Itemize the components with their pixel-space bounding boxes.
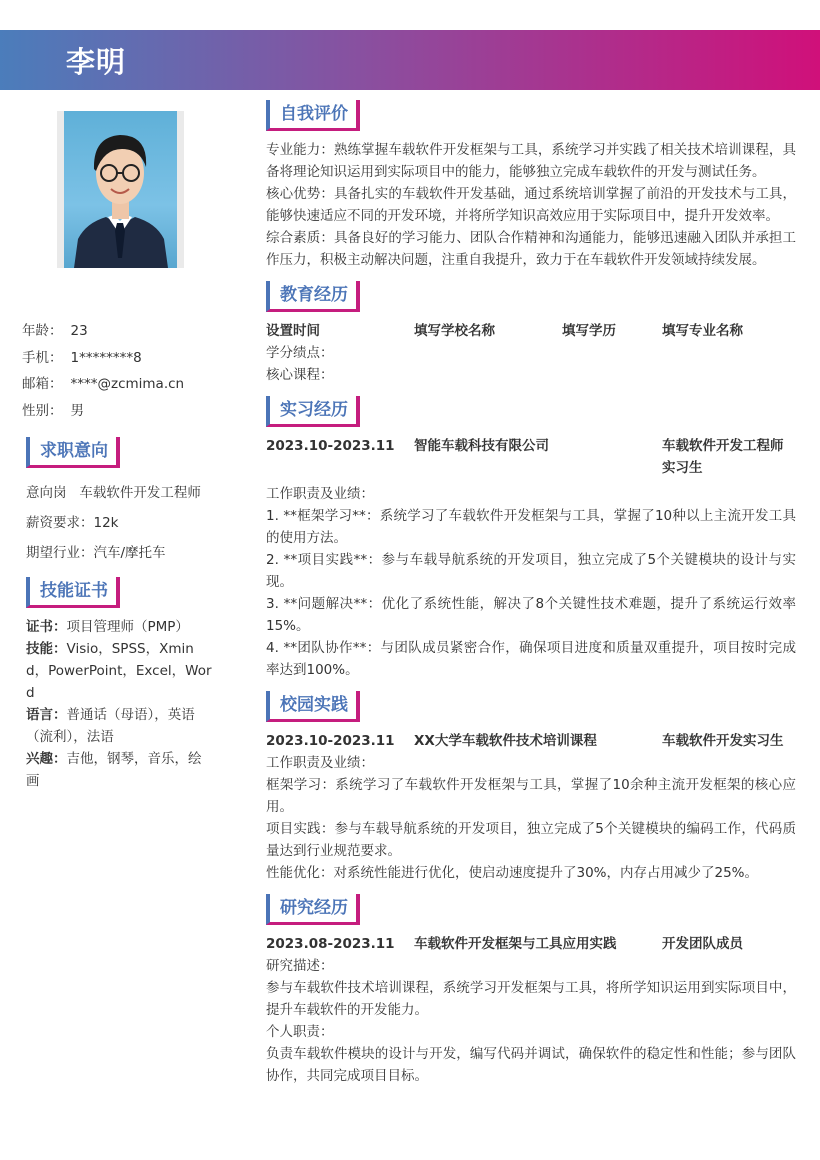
section-title: 校园实践 (266, 691, 360, 722)
job-intent-section (26, 437, 221, 568)
section-title: 实习经历 (266, 396, 360, 427)
section-title: 教育经历 (266, 281, 360, 312)
intent-salary: 薪资要求：12k (26, 515, 119, 531)
self-eval-quality: 综合素质：具备良好的学习能力、团队合作精神和沟通能力，能够迅速融入团队并承担工作压力，积极主动解决问题，注重自我提升，致力于在车载软件开发领域持续发展。 (266, 230, 796, 268)
research-desc: 参与车载软件技术培训课程，系统学习开发框架与工具，将所学知识运用到实际项目中，提升车载软件的开发能力。 (266, 980, 796, 1018)
portrait-illustration (64, 111, 177, 268)
intern-time: 2023.10-2023.11 (266, 438, 395, 454)
intern-item: 1. **框架学习**：系统学习了车载软件开发框架与工具，掌握了10种以上主流开发工具的使用方法。 (266, 508, 796, 546)
skill-hobby: 兴趣：吉他，钢琴，音乐，绘画 (26, 751, 202, 789)
skill-tools: 技能：Visio，SPSS，Xmind，PowerPoint，Excel，Word (26, 641, 212, 701)
internship-section (266, 396, 796, 681)
research-duty: 负责车载软件模块的设计与开发，编写代码并调试，确保软件的稳定性和性能；参与团队协作，共同完成项目目标。 (266, 1046, 796, 1084)
campus-role: 车载软件开发实习生 (662, 733, 784, 749)
edu-major: 填写专业名称 (662, 323, 743, 339)
campus-org: XX大学车载软件技术培训课程 (414, 733, 597, 749)
self-eval-strength: 核心优势：具备扎实的车载软件开发基础，通过系统培训掌握了前沿的开发技术与工具，能够快速适应不同的开发环境，并将所学知识高效应用于实际项目中，提升开发效率。 (266, 186, 796, 224)
intent-industry: 期望行业：汽车/摩托车 (26, 545, 166, 561)
skills-list (26, 616, 214, 792)
internship-row (266, 435, 796, 479)
info-gender: 性别： 男 (22, 402, 84, 419)
self-eval-professional: 专业能力：熟练掌握车载软件开发框架与工具，系统学习并实践了相关技术培训课程，具备将理论知识运用到实际项目中的能力，能够独立完成车载软件的开发与测试任务。 (266, 142, 796, 180)
info-age: 年龄： 23 (22, 323, 88, 339)
campus-row (266, 730, 796, 752)
skill-language: 语言：普通话（母语），英语（流利），法语 (26, 707, 195, 745)
campus-item: 框架学习：系统学习了车载软件开发框架与工具，掌握了10余种主流开发框架的核心应用。 (266, 777, 796, 815)
portrait-image (64, 111, 177, 268)
info-phone: 手机： 1********8 (22, 349, 142, 366)
intern-item: 2. **项目实践**：参与车载导航系统的开发项目，独立完成了5个关键模块的设计与实现。 (266, 552, 796, 590)
intent-position: 意向岗 车载软件开发工程师 (26, 485, 201, 501)
intern-item: 4. **团队协作**：与团队成员紧密合作，确保项目进度和质量双重提升，项目按时完成率达到100%。 (266, 640, 796, 678)
campus-section (266, 691, 796, 884)
intern-role: 车载软件开发工程师实习生 (662, 438, 784, 476)
edu-courses: 核心课程： (266, 367, 334, 383)
info-email: 邮箱： ****@zcmima.cn (22, 376, 185, 392)
research-role: 开发团队成员 (662, 936, 743, 952)
header-banner (0, 30, 820, 90)
campus-intro: 工作职责及业绩： (266, 755, 374, 771)
research-project: 车载软件开发框架与工具应用实践 (414, 936, 617, 952)
profile-photo (57, 111, 184, 268)
skill-cert: 证书：项目管理师（PMP） (26, 619, 189, 635)
research-duty-label: 个人职责： (266, 1024, 334, 1040)
main-content (266, 100, 796, 1097)
basic-info (22, 318, 184, 424)
section-title: 自我评价 (266, 100, 360, 131)
edu-gpa: 学分绩点： (266, 345, 334, 361)
edu-school: 填写学校名称 (414, 323, 495, 339)
research-section (266, 894, 796, 1087)
intern-item: 3. **问题解决**：优化了系统性能，解决了8个关键性技术难题，提升了系统运行效率15%。 (266, 596, 796, 634)
campus-item: 项目实践：参与车载导航系统的开发项目，独立完成了5个关键模块的编码工作，代码质量达到行业规范要求。 (266, 821, 796, 859)
intern-intro: 工作职责及业绩： (266, 486, 374, 502)
education-section (266, 281, 796, 386)
candidate-name: 李明 (66, 45, 127, 79)
self-evaluation-section (266, 100, 796, 271)
edu-degree: 填写学历 (562, 323, 616, 339)
skills-section (26, 577, 214, 792)
edu-time: 设置时间 (266, 323, 320, 339)
research-time: 2023.08-2023.11 (266, 936, 395, 952)
section-title: 研究经历 (266, 894, 360, 925)
section-title: 技能证书 (26, 577, 120, 608)
job-intent-details (26, 478, 221, 568)
research-desc-label: 研究描述： (266, 958, 334, 974)
section-title: 求职意向 (26, 437, 120, 468)
education-row (266, 320, 796, 342)
campus-item: 性能优化：对系统性能进行优化，使启动速度提升了30%，内存占用减少了25%。 (266, 865, 759, 881)
campus-time: 2023.10-2023.11 (266, 733, 395, 749)
research-row (266, 933, 796, 955)
intern-company: 智能车载科技有限公司 (414, 438, 549, 454)
